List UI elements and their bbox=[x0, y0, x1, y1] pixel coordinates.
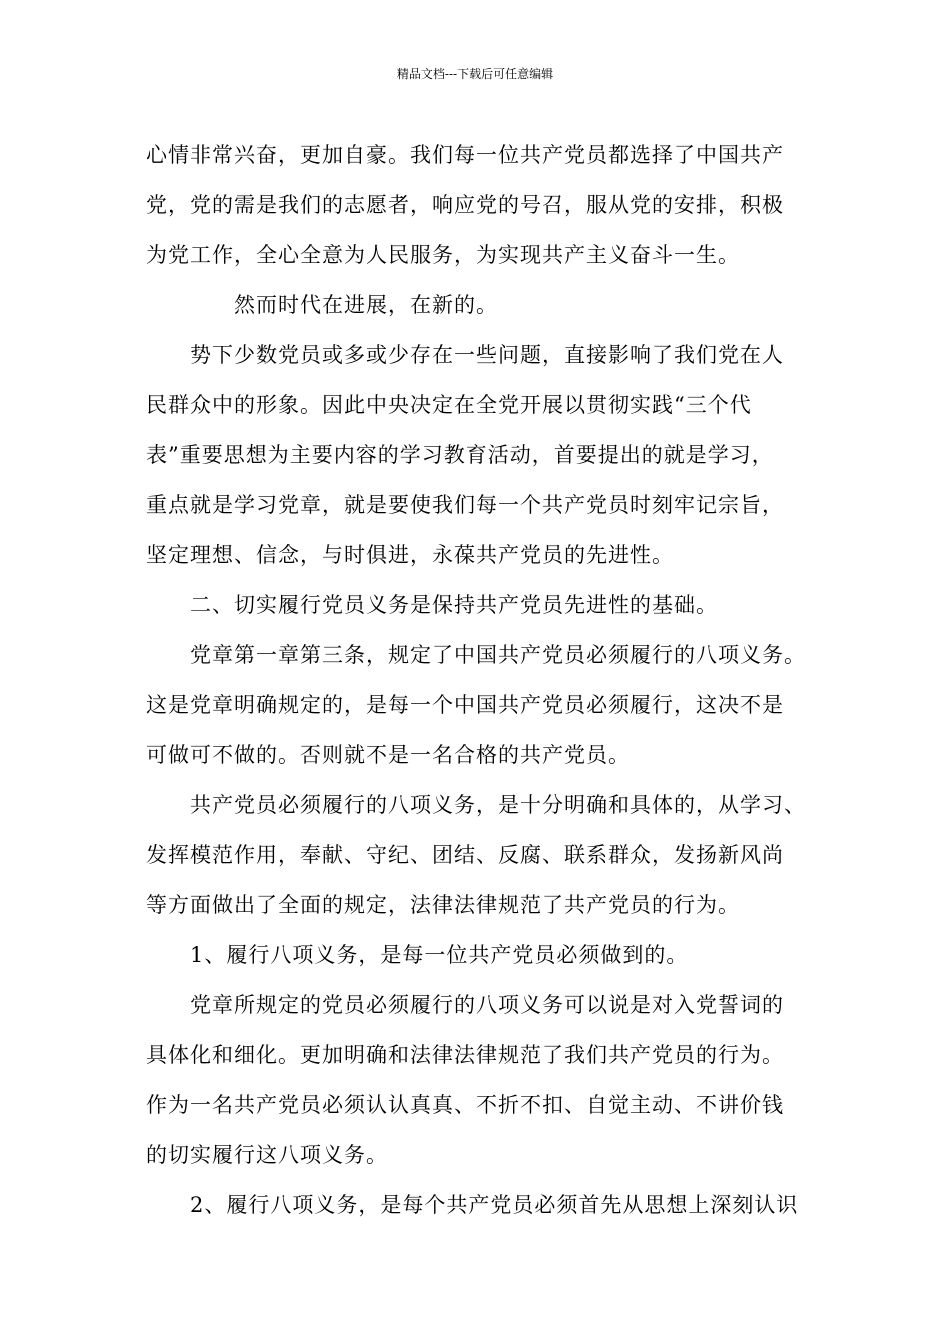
body-line: 然而时代在进展，在新的。 bbox=[234, 293, 498, 317]
body-line: 心情非常兴奋，更加自豪。我们每一位共产党员都选择了中国共产 bbox=[146, 143, 784, 167]
body-line: 势下少数党员或多或少存在一些问题，直接影响了我们党在人 bbox=[190, 343, 784, 367]
numbered-heading: 2、履行八项义务，是每个共产党员必须首先从思想上深刻认识 bbox=[190, 1193, 799, 1217]
body-line: 党章第一章第三条，规定了中国共产党员必须履行的八项义务。 bbox=[190, 643, 806, 667]
body-line: 发挥模范作用，奉献、守纪、团结、反腐、联系群众，发扬新风尚 bbox=[146, 843, 784, 867]
body-line: 的切实履行这八项义务。 bbox=[146, 1143, 388, 1167]
body-line: 可做可不做的。否则就不是一名合格的共产党员。 bbox=[146, 743, 630, 767]
body-line: 坚定理想、信念，与时俱进，永葆共产党员的先进性。 bbox=[146, 543, 674, 567]
document-body bbox=[146, 130, 816, 1230]
body-line: 党章所规定的党员必须履行的八项义务可以说是对入党誓词的 bbox=[190, 993, 784, 1017]
body-line: 作为一名共产党员必须认认真真、不折不扣、自觉主动、不讲价钱 bbox=[146, 1093, 784, 1117]
section-heading: 二、切实履行党员义务是保持共产党员先进性的基础。 bbox=[190, 593, 718, 617]
body-line: 具体化和细化。更加明确和法律法律规范了我们共产党员的行为。 bbox=[146, 1043, 784, 1067]
body-line: 重点就是学习党章，就是要使我们每一个共产党员时刻牢记宗旨， bbox=[146, 493, 784, 517]
body-line: 等方面做出了全面的规定，法律法律规范了共产党员的行为。 bbox=[146, 893, 740, 917]
page-header: 精品文档---下载后可任意编辑 bbox=[396, 67, 554, 81]
body-line: 党，党的需是我们的志愿者，响应党的号召，服从党的安排，积极 bbox=[146, 193, 784, 217]
body-line: 表”重要思想为主要内容的学习教育活动，首要提出的就是学习， bbox=[146, 443, 774, 467]
numbered-heading: 1、履行八项义务，是每一位共产党员必须做到的。 bbox=[190, 943, 689, 967]
body-line: 这是党章明确规定的，是每一个中国共产党员必须履行，这决不是 bbox=[146, 693, 784, 717]
body-line: 为党工作，全心全意为人民服务，为实现共产主义奋斗一生。 bbox=[146, 243, 740, 267]
body-line: 共产党员必须履行的八项义务，是十分明确和具体的，从学习、 bbox=[190, 793, 806, 817]
body-line: 民群众中的形象。因此中央决定在全党开展以贯彻实践“三个代 bbox=[146, 393, 752, 417]
